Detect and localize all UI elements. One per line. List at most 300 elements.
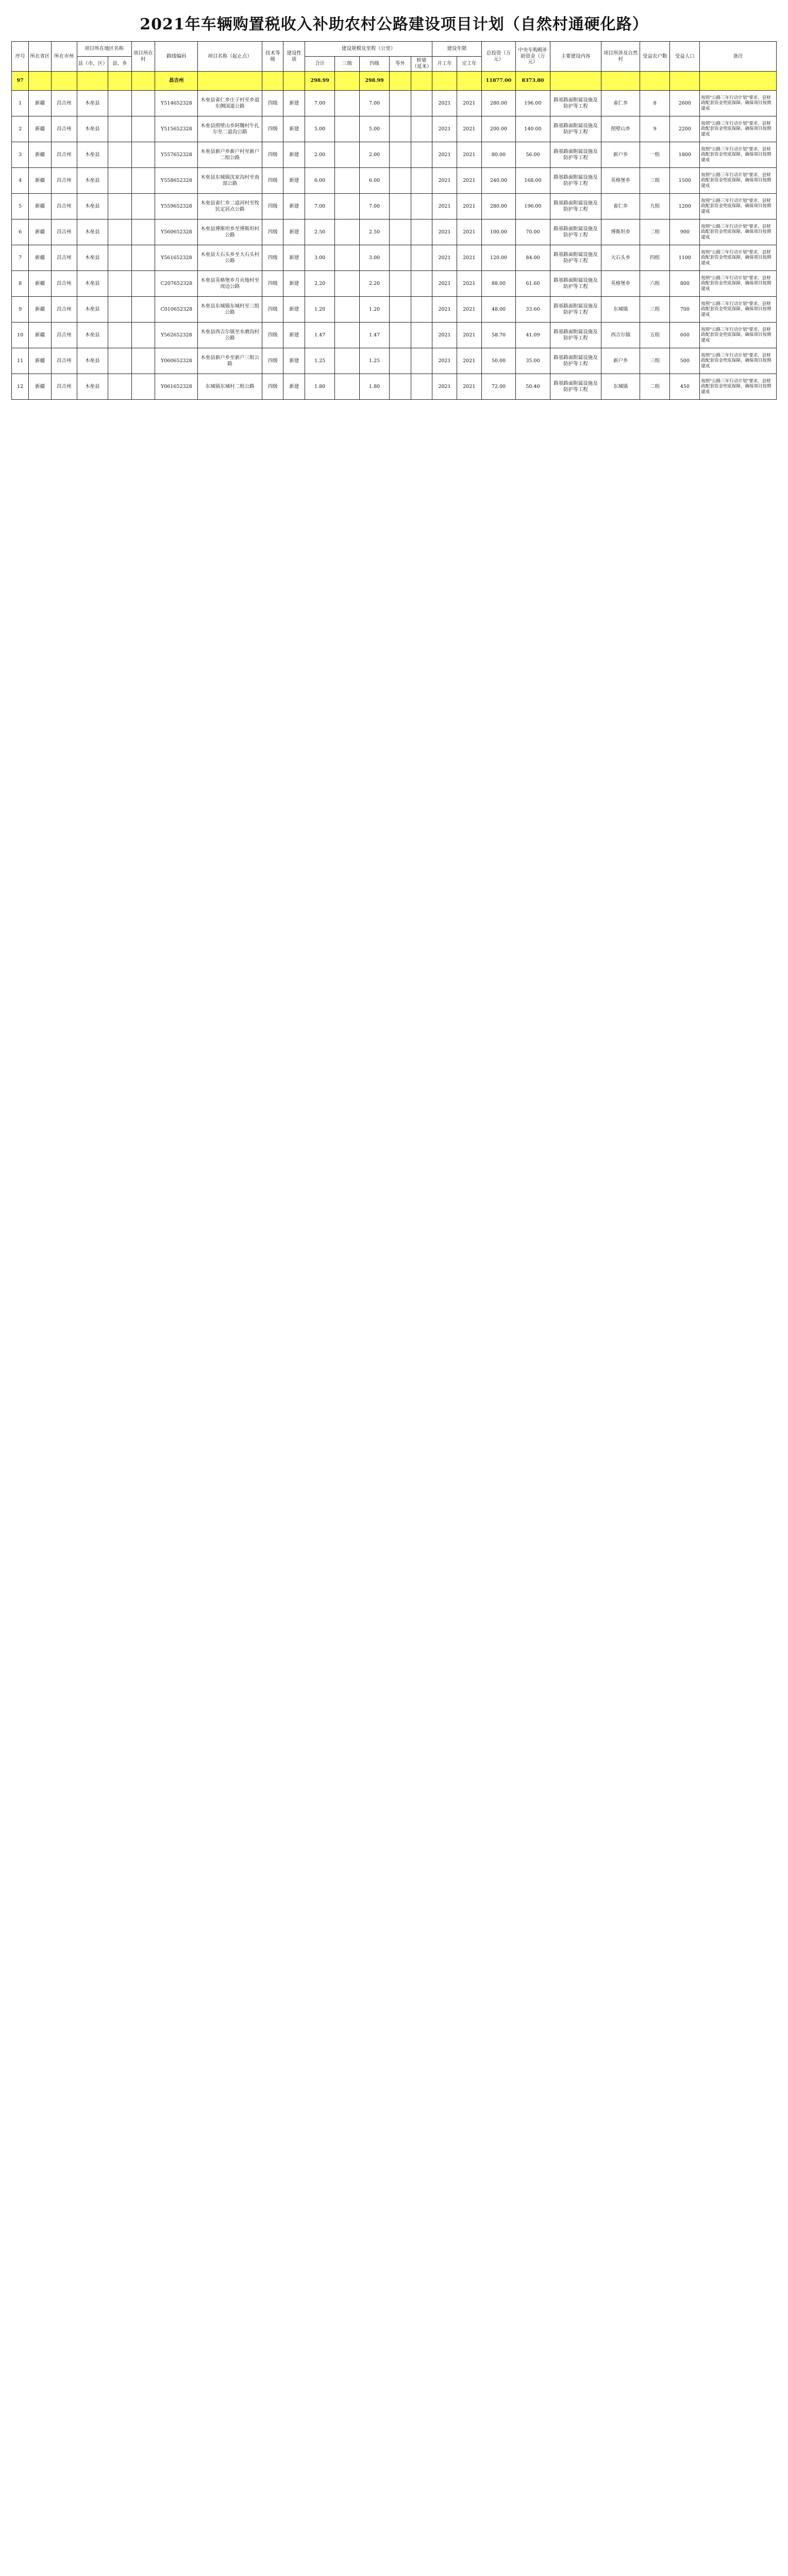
cell-content: 路基路面附属设施及防护等工程 xyxy=(550,348,601,374)
cell-substandard xyxy=(390,168,411,194)
cell-content: 路基路面附属设施及防护等工程 xyxy=(550,194,601,219)
cell-county: 木垒县 xyxy=(77,245,108,271)
cell-bridge xyxy=(411,116,432,142)
cell-substandard xyxy=(390,323,411,348)
cell-content: 路基路面附属设施及防护等工程 xyxy=(550,142,601,168)
cell-total: 1.20 xyxy=(305,297,335,323)
table-body xyxy=(12,72,777,400)
cell-grade3 xyxy=(335,168,360,194)
cell-grade4: 2.50 xyxy=(359,219,389,245)
cell-county: 木垒县 xyxy=(77,374,108,400)
header-village: 项目所在村 xyxy=(131,42,155,72)
cell-city: 昌吉州 xyxy=(51,374,77,400)
table-row xyxy=(12,323,777,348)
cell-total-invest: 48.00 xyxy=(481,297,515,323)
header-tech-grade: 技术等级 xyxy=(262,42,283,72)
cell-seq: 10 xyxy=(12,323,29,348)
cell-total: 1.25 xyxy=(305,348,335,374)
header-pop: 受益人口 xyxy=(670,42,700,72)
cell-grade3 xyxy=(335,374,360,400)
cell-pop: 700 xyxy=(670,297,700,323)
cell-content: 路基路面附属设施及防护等工程 xyxy=(550,116,601,142)
cell-route-name: 木垒县博斯坦乡至博斯坦村公路 xyxy=(198,219,262,245)
header-bridge: 桥梁（延米） xyxy=(411,57,432,72)
cell-tech-grade: 四级 xyxy=(262,297,283,323)
cell-county: 木垒县 xyxy=(77,91,108,116)
cell-finish-year: 2021 xyxy=(457,194,481,219)
cell-villages-served: 新户乡 xyxy=(601,142,640,168)
cell-province: 新疆 xyxy=(29,91,52,116)
cell-route-name: 木垒县东城镇沈家沟村至南部公路 xyxy=(198,168,262,194)
header-central-fund: 中央车购税补助资金（万元） xyxy=(516,42,550,72)
cell-substandard xyxy=(390,297,411,323)
cell-central-fund: 196.00 xyxy=(516,194,550,219)
cell-village xyxy=(131,297,155,323)
cell-pop: 1500 xyxy=(670,168,700,194)
header-start-year: 开工年 xyxy=(432,57,457,72)
cell-households: 二组 xyxy=(640,219,670,245)
cell-village xyxy=(131,116,155,142)
cell-route-name: 木垒县新户乡至新户三组公路 xyxy=(198,348,262,374)
cell-start-year: 2021 xyxy=(432,91,457,116)
cell-township xyxy=(108,91,131,116)
header-scale-group: 建设规模及里程（公里） xyxy=(305,42,432,57)
cell-seq: 5 xyxy=(12,194,29,219)
cell-construct-type: 新建 xyxy=(283,348,305,374)
table-row xyxy=(12,219,777,245)
cell-remark: 按照"公路三年行动计划"要求，县财政配套资金兜底保障，确保项目按期建成 xyxy=(700,219,777,245)
cell-remark: 按照"公路三年行动计划"要求，县财政配套资金兜底保障，确保项目按期建成 xyxy=(700,194,777,219)
cell-total: 7.00 xyxy=(305,91,335,116)
cell-route-code: C010652328 xyxy=(155,297,198,323)
cell-start-year: 2021 xyxy=(432,219,457,245)
cell-finish-year: 2021 xyxy=(457,271,481,297)
cell-route-code: Y060652328 xyxy=(155,348,198,374)
cell-route-name: 木垒县雀仁乡庄子村至乡道东侧国道公路 xyxy=(198,91,262,116)
cell-grade3 xyxy=(335,219,360,245)
cell-bridge xyxy=(411,245,432,271)
cell-finish-year: 2021 xyxy=(457,374,481,400)
cell-seq: 2 xyxy=(12,116,29,142)
cell-villages-served: 大石头乡 xyxy=(601,245,640,271)
cell-total-invest: 240.00 xyxy=(481,168,515,194)
cell-substandard xyxy=(390,91,411,116)
cell-substandard xyxy=(390,194,411,219)
cell-township xyxy=(108,374,131,400)
header-households: 受益农户数 xyxy=(640,42,670,72)
cell-route-code: Y061652328 xyxy=(155,374,198,400)
cell-villages-served: 东城镇 xyxy=(601,297,640,323)
cell-route-code: Y561652328 xyxy=(155,245,198,271)
cell-seq: 6 xyxy=(12,219,29,245)
cell-route-code: Y560652328 xyxy=(155,219,198,245)
cell-township xyxy=(108,271,131,297)
cell-grade4: 1.80 xyxy=(359,374,389,400)
cell-village xyxy=(131,91,155,116)
cell-grade3 xyxy=(335,271,360,297)
cell-total: 2.50 xyxy=(305,219,335,245)
cell-households: 9 xyxy=(640,116,670,142)
table-row xyxy=(12,245,777,271)
table-row xyxy=(12,194,777,219)
summary-county-label: 昌吉州 xyxy=(155,72,198,91)
cell-province: 新疆 xyxy=(29,271,52,297)
cell-central-fund: 61.60 xyxy=(516,271,550,297)
header-seq: 序号 xyxy=(12,42,29,72)
cell-village xyxy=(131,142,155,168)
cell-county: 木垒县 xyxy=(77,297,108,323)
cell-total: 2.00 xyxy=(305,142,335,168)
cell-content: 路基路面附属设施及防护等工程 xyxy=(550,245,601,271)
cell-village xyxy=(131,271,155,297)
cell-households: 九组 xyxy=(640,194,670,219)
header-construct-type: 建设性质 xyxy=(283,42,305,72)
header-route-code: 路线编码 xyxy=(155,42,198,72)
cell-route-name: 木垒县雀仁乡二道河村至牧民定居点公路 xyxy=(198,194,262,219)
cell-pop: 2200 xyxy=(670,116,700,142)
cell-remark: 按照"公路三年行动计划"要求，县财政配套资金兜底保障，确保项目按期建成 xyxy=(700,116,777,142)
cell-remark: 按照"公路三年行动计划"要求，县财政配套资金兜底保障，确保项目按期建成 xyxy=(700,142,777,168)
cell-route-name: 木垒县西吉尔镇至水磨沟村公路 xyxy=(198,323,262,348)
cell-province: 新疆 xyxy=(29,374,52,400)
cell-city: 昌吉州 xyxy=(51,142,77,168)
cell-finish-year: 2021 xyxy=(457,348,481,374)
cell-province: 新疆 xyxy=(29,168,52,194)
cell-villages-served: 东城镇 xyxy=(601,374,640,400)
table-row xyxy=(12,374,777,400)
cell-seq: 11 xyxy=(12,348,29,374)
cell-bridge xyxy=(411,271,432,297)
cell-construct-type: 新建 xyxy=(283,297,305,323)
cell-finish-year: 2021 xyxy=(457,297,481,323)
cell-township xyxy=(108,168,131,194)
cell-grade4: 1.47 xyxy=(359,323,389,348)
cell-city: 昌吉州 xyxy=(51,323,77,348)
cell-city: 昌吉州 xyxy=(51,245,77,271)
cell-route-code: Y559652328 xyxy=(155,194,198,219)
cell-bridge xyxy=(411,348,432,374)
header-province: 所在省区 xyxy=(29,42,52,72)
cell-total-invest: 120.00 xyxy=(481,245,515,271)
cell-substandard xyxy=(390,116,411,142)
cell-bridge xyxy=(411,168,432,194)
cell-households: 三组 xyxy=(640,168,670,194)
cell-city: 昌吉州 xyxy=(51,297,77,323)
cell-seq: 4 xyxy=(12,168,29,194)
cell-township xyxy=(108,348,131,374)
cell-township xyxy=(108,142,131,168)
header-township: 县、乡 xyxy=(108,57,131,72)
cell-villages-served: 雀仁乡 xyxy=(601,91,640,116)
cell-households: 四组 xyxy=(640,245,670,271)
cell-total-invest: 72.00 xyxy=(481,374,515,400)
table-row xyxy=(12,271,777,297)
document-page xyxy=(0,0,788,410)
cell-remark: 按照"公路三年行动计划"要求，县财政配套资金兜底保障，确保项目按期建成 xyxy=(700,323,777,348)
cell-start-year: 2021 xyxy=(432,323,457,348)
cell-remark: 按照"公路三年行动计划"要求，县财政配套资金兜底保障，确保项目按期建成 xyxy=(700,271,777,297)
cell-substandard xyxy=(390,348,411,374)
cell-total-invest: 100.00 xyxy=(481,219,515,245)
cell-grade4: 3.00 xyxy=(359,245,389,271)
cell-grade4: 1.25 xyxy=(359,348,389,374)
cell-tech-grade: 四级 xyxy=(262,323,283,348)
cell-villages-served: 新户乡 xyxy=(601,348,640,374)
cell-households: 二组 xyxy=(640,374,670,400)
cell-construct-type: 新建 xyxy=(283,323,305,348)
cell-villages-served: 博斯坦乡 xyxy=(601,219,640,245)
cell-county: 木垒县 xyxy=(77,168,108,194)
document-title: 2021年车辆购置税收入补助农村公路建设项目计划（自然村通硬化路） xyxy=(140,15,648,33)
header-county-group: 项目所在地区名称 xyxy=(77,42,131,57)
cell-province: 新疆 xyxy=(29,245,52,271)
cell-total-invest: 88.00 xyxy=(481,271,515,297)
cell-total: 1.47 xyxy=(305,323,335,348)
cell-grade3 xyxy=(335,297,360,323)
cell-content: 路基路面附属设施及防护等工程 xyxy=(550,374,601,400)
cell-central-fund: 50.40 xyxy=(516,374,550,400)
cell-villages-served: 英格堡乡 xyxy=(601,168,640,194)
cell-grade3 xyxy=(335,116,360,142)
cell-seq: 7 xyxy=(12,245,29,271)
table-row xyxy=(12,348,777,374)
header-city: 所在市州 xyxy=(51,42,77,72)
cell-tech-grade: 四级 xyxy=(262,91,283,116)
cell-seq: 9 xyxy=(12,297,29,323)
cell-grade4: 2.20 xyxy=(359,271,389,297)
cell-grade3 xyxy=(335,142,360,168)
cell-village xyxy=(131,194,155,219)
cell-bridge xyxy=(411,374,432,400)
cell-total: 3.00 xyxy=(305,245,335,271)
cell-construct-type: 新建 xyxy=(283,168,305,194)
cell-county: 木垒县 xyxy=(77,348,108,374)
cell-total-invest: 50.00 xyxy=(481,348,515,374)
header-grade3: 三级 xyxy=(335,57,360,72)
cell-households: 三组 xyxy=(640,297,670,323)
cell-households: 三组 xyxy=(640,348,670,374)
cell-route-code: Y562652328 xyxy=(155,323,198,348)
cell-content: 路基路面附属设施及防护等工程 xyxy=(550,91,601,116)
cell-finish-year: 2021 xyxy=(457,323,481,348)
cell-tech-grade: 四级 xyxy=(262,245,283,271)
cell-content: 路基路面附属设施及防护等工程 xyxy=(550,323,601,348)
cell-construct-type: 新建 xyxy=(283,245,305,271)
cell-content: 路基路面附属设施及防护等工程 xyxy=(550,168,601,194)
cell-grade4: 6.00 xyxy=(359,168,389,194)
cell-grade4: 7.00 xyxy=(359,194,389,219)
table-row xyxy=(12,91,777,116)
cell-grade4: 7.00 xyxy=(359,91,389,116)
cell-seq: 3 xyxy=(12,142,29,168)
cell-township xyxy=(108,219,131,245)
cell-seq: 12 xyxy=(12,374,29,400)
header-content: 主要建设内容 xyxy=(550,42,601,72)
cell-grade3 xyxy=(335,194,360,219)
cell-tech-grade: 四级 xyxy=(262,116,283,142)
cell-central-fund: 196.00 xyxy=(516,91,550,116)
table-row xyxy=(12,142,777,168)
cell-village xyxy=(131,168,155,194)
cell-city: 昌吉州 xyxy=(51,271,77,297)
cell-route-code: Y515652328 xyxy=(155,116,198,142)
cell-finish-year: 2021 xyxy=(457,142,481,168)
table-row xyxy=(12,168,777,194)
cell-province: 新疆 xyxy=(29,194,52,219)
summary-total: 298.99 xyxy=(305,72,335,91)
cell-total: 5.00 xyxy=(305,116,335,142)
cell-county: 木垒县 xyxy=(77,219,108,245)
cell-construct-type: 新建 xyxy=(283,91,305,116)
cell-total: 2.20 xyxy=(305,271,335,297)
cell-city: 昌吉州 xyxy=(51,168,77,194)
cell-route-name: 木垒县东城镇东城村至三组公路 xyxy=(198,297,262,323)
cell-bridge xyxy=(411,219,432,245)
cell-grade3 xyxy=(335,91,360,116)
cell-grade4: 5.00 xyxy=(359,116,389,142)
cell-remark: 按照"公路三年行动计划"要求，县财政配套资金兜底保障，确保项目按期建成 xyxy=(700,245,777,271)
cell-households: 五组 xyxy=(640,323,670,348)
header-county: 县（市、区） xyxy=(77,57,108,72)
cell-city: 昌吉州 xyxy=(51,194,77,219)
header-route-name: 项目名称（起止点） xyxy=(198,42,262,72)
cell-pop: 450 xyxy=(670,374,700,400)
summary-grade4: 298.99 xyxy=(359,72,389,91)
cell-tech-grade: 四级 xyxy=(262,348,283,374)
cell-county: 木垒县 xyxy=(77,194,108,219)
table-row xyxy=(12,297,777,323)
cell-route-name: 木垒县英格堡乡月亮地村至周边公路 xyxy=(198,271,262,297)
cell-substandard xyxy=(390,374,411,400)
cell-bridge xyxy=(411,91,432,116)
cell-township xyxy=(108,194,131,219)
cell-bridge xyxy=(411,142,432,168)
header-total-invest: 总投资（万元） xyxy=(481,42,515,72)
summary-seq: 97 xyxy=(12,72,29,91)
cell-seq: 8 xyxy=(12,271,29,297)
cell-total-invest: 80.00 xyxy=(481,142,515,168)
cell-bridge xyxy=(411,323,432,348)
cell-households: 六组 xyxy=(640,271,670,297)
cell-remark: 按照"公路三年行动计划"要求，县财政配套资金兜底保障，确保项目按期建成 xyxy=(700,374,777,400)
cell-total-invest: 280.00 xyxy=(481,194,515,219)
cell-route-name: 木垒县照壁山乡阿魏村牛扎尔至二道沟公路 xyxy=(198,116,262,142)
cell-county: 木垒县 xyxy=(77,142,108,168)
cell-route-name: 东城镇东城村二组公路 xyxy=(198,374,262,400)
cell-province: 新疆 xyxy=(29,116,52,142)
cell-bridge xyxy=(411,194,432,219)
cell-households: 8 xyxy=(640,91,670,116)
header-finish-year: 完工年 xyxy=(457,57,481,72)
header-remark: 备注 xyxy=(700,42,777,72)
cell-start-year: 2021 xyxy=(432,297,457,323)
cell-start-year: 2021 xyxy=(432,142,457,168)
cell-total: 7.00 xyxy=(305,194,335,219)
cell-grade3 xyxy=(335,245,360,271)
cell-pop: 800 xyxy=(670,271,700,297)
cell-finish-year: 2021 xyxy=(457,245,481,271)
cell-pop: 1200 xyxy=(670,194,700,219)
cell-county: 木垒县 xyxy=(77,271,108,297)
cell-tech-grade: 四级 xyxy=(262,194,283,219)
cell-start-year: 2021 xyxy=(432,116,457,142)
cell-remark: 按照"公路三年行动计划"要求，县财政配套资金兜底保障，确保项目按期建成 xyxy=(700,91,777,116)
cell-city: 昌吉州 xyxy=(51,91,77,116)
cell-central-fund: 56.00 xyxy=(516,142,550,168)
cell-city: 昌吉州 xyxy=(51,219,77,245)
cell-substandard xyxy=(390,142,411,168)
cell-finish-year: 2021 xyxy=(457,219,481,245)
cell-substandard xyxy=(390,271,411,297)
cell-start-year: 2021 xyxy=(432,374,457,400)
cell-route-code: C207652328 xyxy=(155,271,198,297)
cell-pop: 2600 xyxy=(670,91,700,116)
cell-central-fund: 33.60 xyxy=(516,297,550,323)
project-plan-table xyxy=(11,41,777,400)
cell-total-invest: 58.70 xyxy=(481,323,515,348)
cell-village xyxy=(131,323,155,348)
cell-remark: 按照"公路三年行动计划"要求，县财政配套资金兜底保障，确保项目按期建成 xyxy=(700,168,777,194)
cell-tech-grade: 四级 xyxy=(262,168,283,194)
cell-construct-type: 新建 xyxy=(283,142,305,168)
cell-tech-grade: 四级 xyxy=(262,271,283,297)
cell-grade3 xyxy=(335,348,360,374)
cell-start-year: 2021 xyxy=(432,245,457,271)
cell-villages-served: 照壁山乡 xyxy=(601,116,640,142)
cell-province: 新疆 xyxy=(29,142,52,168)
header-villages-served: 项目所涉及自然村 xyxy=(601,42,640,72)
summary-central: 8373.80 xyxy=(516,72,550,91)
header-substandard: 等外 xyxy=(390,57,411,72)
cell-route-name: 木垒县大石头乡至大石头村公路 xyxy=(198,245,262,271)
cell-province: 新疆 xyxy=(29,348,52,374)
cell-tech-grade: 四级 xyxy=(262,219,283,245)
cell-central-fund: 140.00 xyxy=(516,116,550,142)
cell-village xyxy=(131,219,155,245)
cell-villages-served: 雀仁乡 xyxy=(601,194,640,219)
cell-remark: 按照"公路三年行动计划"要求，县财政配套资金兜底保障，确保项目按期建成 xyxy=(700,297,777,323)
cell-pop: 1800 xyxy=(670,142,700,168)
cell-route-name: 木垒县新户乡新户村至新户二组公路 xyxy=(198,142,262,168)
cell-province: 新疆 xyxy=(29,323,52,348)
cell-county: 木垒县 xyxy=(77,323,108,348)
cell-pop: 900 xyxy=(670,219,700,245)
cell-tech-grade: 四级 xyxy=(262,374,283,400)
cell-construct-type: 新建 xyxy=(283,194,305,219)
cell-county: 木垒县 xyxy=(77,116,108,142)
cell-finish-year: 2021 xyxy=(457,116,481,142)
cell-province: 新疆 xyxy=(29,297,52,323)
table-row xyxy=(12,116,777,142)
header-year-group: 建设年限 xyxy=(432,42,482,57)
cell-households: 一组 xyxy=(640,142,670,168)
cell-total-invest: 280.00 xyxy=(481,91,515,116)
cell-grade3 xyxy=(335,323,360,348)
cell-content: 路基路面附属设施及防护等工程 xyxy=(550,297,601,323)
cell-substandard xyxy=(390,245,411,271)
cell-grade4: 1.20 xyxy=(359,297,389,323)
cell-city: 昌吉州 xyxy=(51,116,77,142)
cell-seq: 1 xyxy=(12,91,29,116)
cell-township xyxy=(108,116,131,142)
cell-central-fund: 84.00 xyxy=(516,245,550,271)
cell-route-code: Y558652328 xyxy=(155,168,198,194)
cell-central-fund: 168.00 xyxy=(516,168,550,194)
header-grade4: 四级 xyxy=(359,57,389,72)
cell-villages-served: 西吉尔镇 xyxy=(601,323,640,348)
cell-total-invest: 200.00 xyxy=(481,116,515,142)
cell-start-year: 2021 xyxy=(432,348,457,374)
